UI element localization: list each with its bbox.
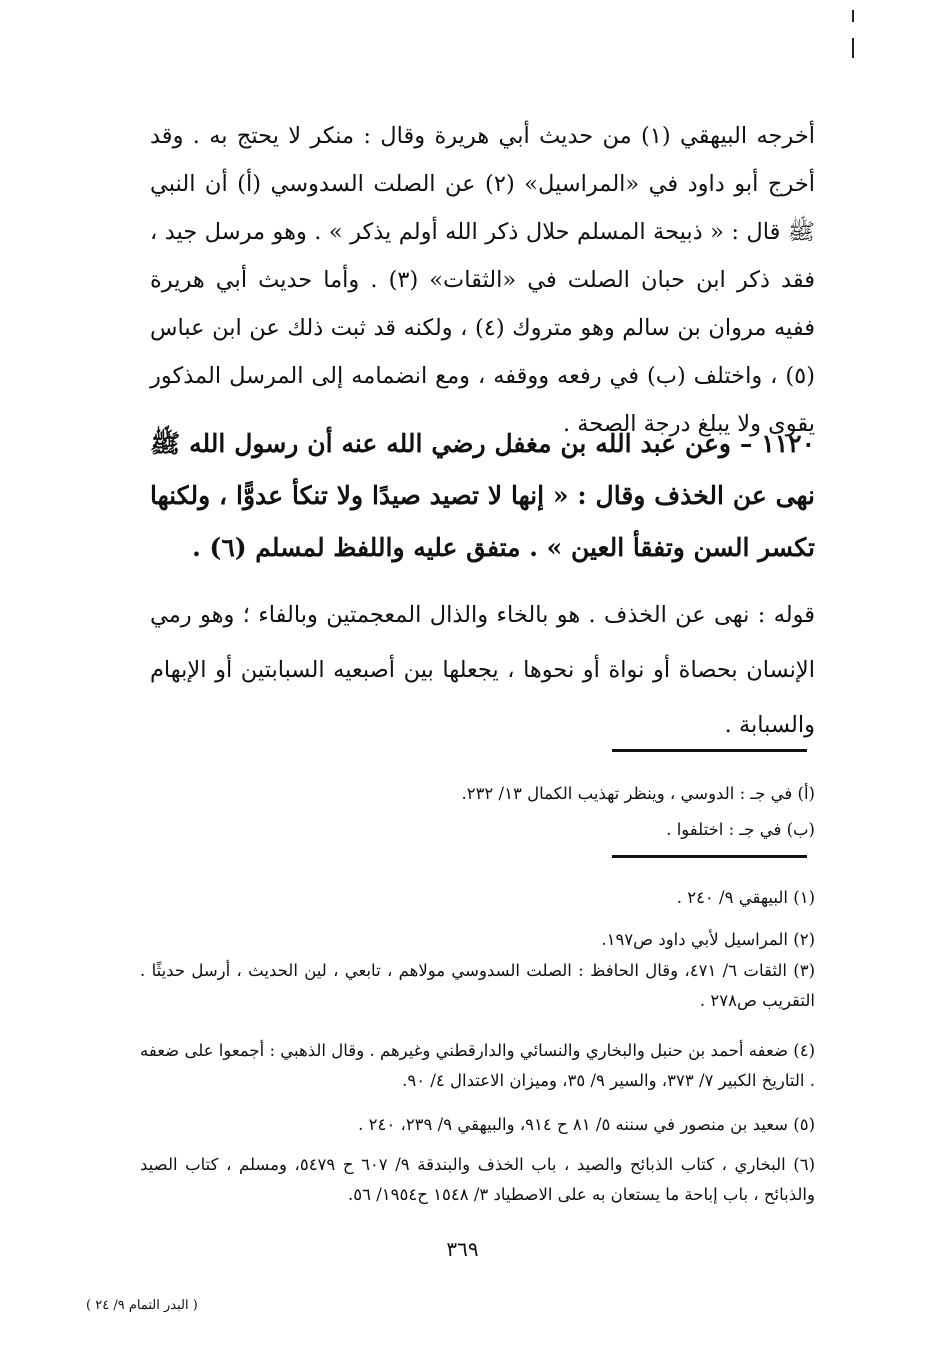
variant-note-a: (أ) في جـ : الدوسي ، وينظر تهذيب الكمال ١٣/ ٢٣٢. [461, 784, 815, 803]
footnote-1: (١) البيهقي ٩/ ٢٤٠ . [676, 888, 815, 907]
footnote-5: (٥) سعيد بن منصور في سننه ٥/ ٨١ ح ٩١٤، والبيهقي ٩/ ٢٣٩، ٢٤٠ . [358, 1115, 815, 1134]
footnote-divider [612, 749, 807, 752]
variant-note-b: (ب) في جـ : اختلفوا . [666, 820, 815, 839]
footnote-3: (٣) الثقات ٦/ ٤٧١، وقال الحافظ : الصلت السدوسي مولاهم ، تابعي ، لين الحديث ، أرسل حديثًا . التقريب ص٢٧٨ . [140, 961, 815, 1010]
page-number: ٣٦٩ [446, 1237, 479, 1261]
hadith-text: ١١٢٠ – وعن عبد الله بن مغفل رضي الله عنه أن رسول الله ﷺ نهى عن الخذف وقال : « إنها لا تصيد صيدًا ولا تنكأ عدوًّا ، ولكنها تكسر السن وتفقأ العين » . متفق عليه واللفظ لمسلم (٦) . [150, 429, 815, 562]
footnote-6: (٦) البخاري ، كتاب الذبائح والصيد ، باب الخذف والبندقة ٩/ ٦٠٧ ح ٥٤٧٩، ومسلم ، كتاب الصيد والذبائح ، باب إباحة ما يستعان به على الاصطياد ٣/ ١٥٤٨ ح١٩٥٤/ ٥٦. [140, 1155, 815, 1204]
corner-reference: ( البدر التمام ٩/ ٢٤ ) [86, 1298, 198, 1313]
footnote-divider [612, 855, 807, 858]
explanation-paragraph: قوله : نهى عن الخذف . هو بالخاء والذال المعجمتين وبالفاء ؛ وهو رمي الإنسان بحصاة أو نواة أو نحوها ، يجعلها بين أصبعيه السبابتين أو الإبهام والسبابة . [150, 602, 815, 738]
edge-mark [852, 10, 854, 22]
footnote-4: (٤) ضعفه أحمد بن حنبل والبخاري والنسائي والدارقطني وغيرهم . وقال الذهبي : أجمعوا على ضعفه . التاريخ الكبير ٧/ ٣٧٣، والسير ٩/ ٣٥، وميزان الاعتدال ٤/ ٩٠. [140, 1041, 815, 1090]
commentary-paragraph: أخرجه البيهقي (١) من حديث أبي هريرة وقال : منكر لا يحتج به . وقد أخرج أبو داود في «المراسيل» (٢) عن الصلت السدوسي (أ) أن النبي ﷺ قال : « ذبيحة المسلم حلال ذكر الله أولم يذكر » . وهو مرسل جيد ، فقد ذكر ابن حبان الصلت في «الثقات» (٣) . وأما حديث أبي هريرة ففيه مروان بن سالم وهو متروك (٤) ، ولكنه قد ثبت ذلك عن ابن عباس (٥) ، واختلف (ب) في رفعه ووقفه ، ومع انضمامه إلى المرسل المذكور يقوى ولا يبلغ درجة الصحة . [150, 123, 816, 437]
footnote-2: (٢) المراسيل لأبي داود ص١٩٧. [601, 930, 815, 949]
edge-mark [852, 38, 854, 58]
